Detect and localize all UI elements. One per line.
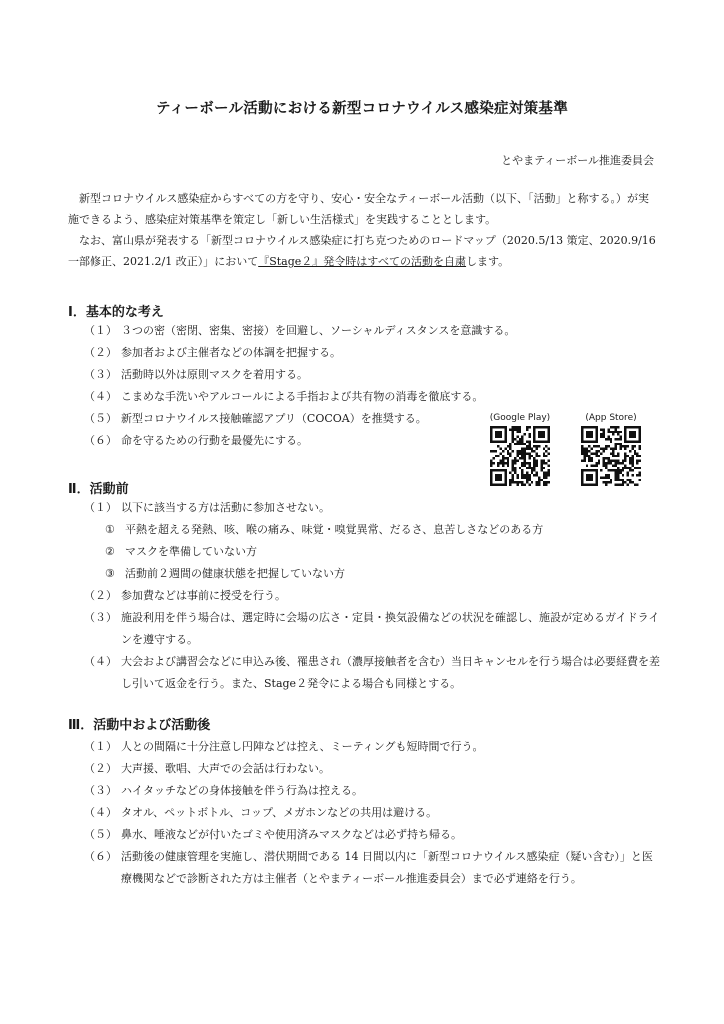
section-3-list bbox=[84, 736, 660, 890]
list-item bbox=[84, 846, 660, 890]
section-3-heading: Ⅲ．活動中および活動後 bbox=[68, 718, 211, 733]
item-number: （２） bbox=[84, 762, 117, 775]
item-text: 参加費などは事前に授受を行う。 bbox=[121, 589, 286, 602]
item-number: （４） bbox=[84, 806, 117, 819]
sub-item-mark: ③ bbox=[105, 567, 115, 580]
sub-list-item bbox=[84, 563, 660, 585]
google-play-label: (Google Play) bbox=[489, 413, 551, 423]
list-item bbox=[84, 824, 660, 846]
section-1-heading: Ⅰ．基本的な考え bbox=[68, 305, 164, 320]
list-item bbox=[84, 651, 660, 695]
list-item bbox=[84, 320, 660, 342]
intro-p2-before: なお、富山県が発表する「新型コロナウイルス感染症に打ち克つためのロードマップ（2020.5/13 策定、2020.9/16 一部修正、2021.2/1 改正）」において bbox=[68, 234, 656, 268]
item-number: （１） bbox=[84, 501, 117, 514]
app-store-label: (App Store) bbox=[585, 413, 637, 423]
item-text: 鼻水、唾液などが付いたゴミや使用済みマスクなどは必ず持ち帰る。 bbox=[121, 828, 462, 841]
list-item bbox=[84, 802, 660, 824]
item-text: 以下に該当する方は活動に参加させない。 bbox=[121, 501, 330, 514]
sub-item-text: 活動前２週間の健康状態を把握していない方 bbox=[125, 567, 345, 580]
section-2-heading: Ⅱ．活動前 bbox=[68, 482, 129, 497]
item-number: （４） bbox=[84, 390, 117, 403]
intro-paragraph-1: 新型コロナウイルス感染症からすべての方を守り、安心・安全なティーボール活動（以下、「活動」と称する。）が実施できるよう、感染症対策基準を策定し「新しい生活様式」を実践することとします。 bbox=[68, 192, 650, 226]
list-item bbox=[84, 342, 660, 364]
sub-item-text: マスクを準備していない方 bbox=[125, 545, 257, 558]
item-number: （３） bbox=[84, 611, 117, 624]
intro-p2-underlined: 『Stage２』発令時はすべての活動を自粛 bbox=[258, 255, 467, 268]
item-text: こまめな手洗いやアルコールによる手指および共有物の消毒を徹底する。 bbox=[121, 390, 484, 403]
document-title: ティーボール活動における新型コロナウイルス感染症対策基準 bbox=[155, 101, 569, 117]
intro-p2-after: します。 bbox=[466, 255, 510, 268]
item-number: （４） bbox=[84, 655, 117, 668]
item-number: （３） bbox=[84, 368, 117, 381]
item-number: （１） bbox=[84, 740, 117, 753]
organization-name: とやまティーボール推進委員会 bbox=[501, 154, 654, 167]
list-item bbox=[84, 607, 660, 651]
list-item bbox=[84, 758, 660, 780]
item-number: （３） bbox=[84, 784, 117, 797]
sub-list-item bbox=[84, 519, 660, 541]
item-text: 新型コロナウイルス接触確認アプリ（COCOA）を推奨する。 bbox=[121, 412, 427, 425]
item-text: 大声援、歌唱、大声での会話は行わない。 bbox=[121, 762, 330, 775]
list-item bbox=[84, 497, 660, 519]
app-store-qr-code-icon[interactable] bbox=[581, 426, 641, 486]
item-text: ハイタッチなどの身体接触を伴う行為は控える。 bbox=[121, 784, 363, 797]
list-item bbox=[84, 364, 660, 386]
item-text: 参加者および主催者などの体調を把握する。 bbox=[121, 346, 341, 359]
item-text: 命を守るための行動を最優先にする。 bbox=[121, 434, 308, 447]
item-number: （２） bbox=[84, 589, 117, 602]
intro-paragraph-2 bbox=[68, 230, 660, 272]
google-play-qr-block bbox=[480, 412, 560, 486]
item-number: （６） bbox=[84, 850, 117, 863]
list-item bbox=[84, 386, 660, 408]
sub-item-mark: ① bbox=[105, 523, 115, 536]
sub-list-item bbox=[84, 541, 660, 563]
item-text: 大会および講習会などに申込み後、罹患され（濃厚接触者を含む）当日キャンセルを行う場合は必要経費を差し引いて返金を行う。また、Stage２発令による場合も同様とする。 bbox=[121, 655, 660, 690]
app-store-qr-block bbox=[571, 412, 651, 486]
google-play-qr-code-icon[interactable] bbox=[490, 426, 550, 486]
list-item bbox=[84, 736, 660, 758]
list-item bbox=[84, 780, 660, 802]
item-text: タオル、ペットボトル、コップ、メガホンなどの共用は避ける。 bbox=[121, 806, 438, 819]
sub-item-mark: ② bbox=[105, 545, 115, 558]
item-number: （５） bbox=[84, 828, 117, 841]
item-text: 人との間隔に十分注意し円陣などは控え、ミーティングも短時間で行う。 bbox=[121, 740, 484, 753]
list-item bbox=[84, 585, 660, 607]
item-text: 活動時以外は原則マスクを着用する。 bbox=[121, 368, 308, 381]
item-number: （６） bbox=[84, 434, 117, 447]
item-text: ３つの密（密閉、密集、密接）を回避し、ソーシャルディスタンスを意識する。 bbox=[121, 324, 516, 337]
item-text: 施設利用を伴う場合は、選定時に会場の広さ・定員・換気設備などの状況を確認し、施設が定めるガイドラインを遵守する。 bbox=[121, 611, 660, 646]
intro-section bbox=[68, 188, 660, 272]
item-number: （１） bbox=[84, 324, 117, 337]
item-number: （５） bbox=[84, 412, 117, 425]
item-text: 活動後の健康管理を実施し、潜伏期間である 14 日間以内に「新型コロナウイルス感染症（疑い含む）」と医療機関などで診断された方は主催者（とやまティーボール推進委員会）まで必ず連絡を行う。 bbox=[121, 850, 653, 885]
sub-item-text: 平熱を超える発熱、咳、喉の痛み、味覚・嗅覚異常、だるさ、息苦しさなどのある方 bbox=[125, 523, 544, 536]
section-2-list bbox=[84, 497, 660, 695]
item-number: （２） bbox=[84, 346, 117, 359]
